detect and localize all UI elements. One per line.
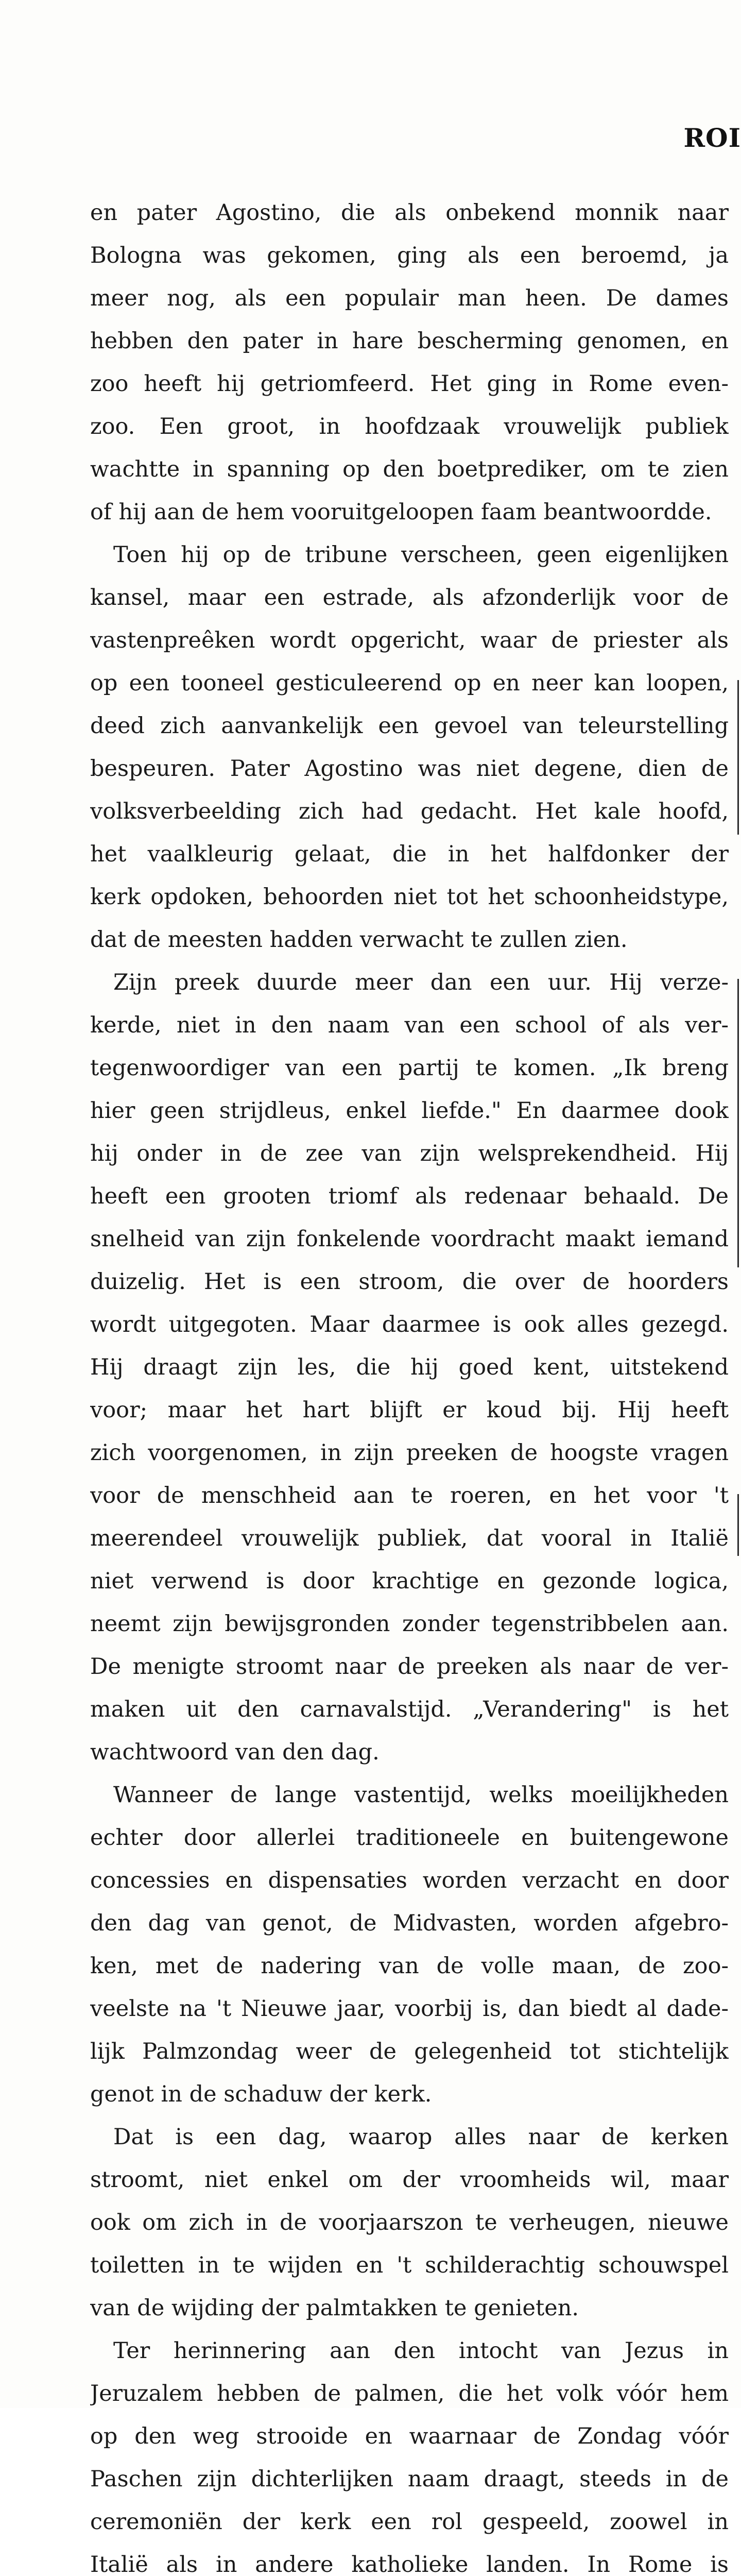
text-line: en pater Agostino, die als onbekend monnik naar bbox=[90, 192, 729, 234]
text-line: hier geen strijdleus, enkel liefde." En daarmee dook bbox=[90, 1090, 729, 1132]
text-line: den dag van genot, de Midvasten, worden afgebro- bbox=[90, 1902, 729, 1945]
text-line: concessies en dispensaties worden verzacht en door bbox=[90, 1859, 729, 1902]
text-line: kerk opdoken, behoorden niet tot het schoonheidstype, bbox=[90, 876, 729, 919]
text-line: meerendeel vrouwelijk publiek, dat vooral in Italië bbox=[90, 1517, 729, 1560]
text-line: ceremoniën der kerk een rol gespeeld, zoowel in bbox=[90, 2501, 729, 2544]
paragraph bbox=[90, 2116, 729, 2330]
body-text bbox=[90, 192, 729, 2576]
text-line: vastenpreêken wordt opgericht, waar de priester als bbox=[90, 619, 729, 662]
text-line: maken uit den carnavalstijd. „Verandering" is het bbox=[90, 1688, 729, 1731]
text-line: Wanneer de lange vastentijd, welks moeilijkheden bbox=[90, 1774, 729, 1817]
text-line: het vaalkleurig gelaat, die in het halfdonker der bbox=[90, 833, 729, 876]
text-line: zoo. Een groot, in hoofdzaak vrouwelijk publiek bbox=[90, 405, 729, 448]
margin-rule bbox=[737, 680, 739, 835]
text-line: wordt uitgegoten. Maar daarmee is ook alles gezegd. bbox=[90, 1303, 729, 1346]
text-line: of hij aan de hem vooruitgeloopen faam beantwoordde. bbox=[90, 491, 729, 534]
text-line: neemt zijn bewijsgronden zonder tegenstribbelen aan. bbox=[90, 1603, 729, 1646]
text-line: Bologna was gekomen, ging als een beroemd, ja bbox=[90, 234, 729, 277]
text-line: De menigte stroomt naar de preeken als naar de ver- bbox=[90, 1646, 729, 1688]
text-line: stroomt, niet enkel om der vroomheids wil, maar bbox=[90, 2159, 729, 2201]
text-line: veelste na 't Nieuwe jaar, voorbij is, dan biedt al dade- bbox=[90, 1988, 729, 2030]
text-line: voor de menschheid aan te roeren, en het voor 't bbox=[90, 1475, 729, 1517]
text-line: Italië als in andere katholieke landen. In Rome is bbox=[90, 2544, 729, 2576]
text-line: tegenwoordiger van een partij te komen. „Ik breng bbox=[90, 1047, 729, 1090]
text-line: genot in de schaduw der kerk. bbox=[90, 2073, 729, 2116]
paragraph bbox=[90, 534, 729, 961]
text-line: Dat is een dag, waarop alles naar de kerken bbox=[90, 2116, 729, 2159]
text-line: echter door allerlei traditioneele en buitengewone bbox=[90, 1817, 729, 1859]
paragraph bbox=[90, 192, 729, 534]
text-line: ook om zich in de voorjaarszon te verheugen, nieuwe bbox=[90, 2201, 729, 2244]
text-line: hij onder in de zee van zijn welsprekendheid. Hij bbox=[90, 1132, 729, 1175]
paragraph bbox=[90, 961, 729, 1774]
text-line: Toen hij op de tribune verscheen, geen eigenlijken bbox=[90, 534, 729, 577]
text-line: volksverbeelding zich had gedacht. Het kale hoofd, bbox=[90, 790, 729, 833]
text-line: hebben den pater in hare bescherming genomen, en bbox=[90, 320, 729, 363]
text-line: deed zich aanvankelijk een gevoel van teleurstelling bbox=[90, 705, 729, 748]
running-head: ROI bbox=[684, 123, 741, 153]
text-line: duizelig. Het is een stroom, die over de hoorders bbox=[90, 1261, 729, 1303]
text-line: Zijn preek duurde meer dan een uur. Hij verze- bbox=[90, 961, 729, 1004]
text-line: dat de meesten hadden verwacht te zullen zien. bbox=[90, 919, 729, 961]
text-line: kerde, niet in den naam van een school of als ver- bbox=[90, 1004, 729, 1047]
text-line: Ter herinnering aan den intocht van Jezus in bbox=[90, 2330, 729, 2372]
text-line: van de wijding der palmtakken te genieten. bbox=[90, 2287, 729, 2330]
text-line: Hij draagt zijn les, die hij goed kent, uitstekend bbox=[90, 1346, 729, 1389]
text-line: niet verwend is door krachtige en gezonde logica, bbox=[90, 1560, 729, 1603]
text-line: op den weg strooide en waarnaar de Zondag vóór bbox=[90, 2415, 729, 2458]
text-line: Paschen zijn dichterlijken naam draagt, steeds in de bbox=[90, 2458, 729, 2501]
text-line: wachtwoord van den dag. bbox=[90, 1731, 729, 1774]
text-line: op een tooneel gesticuleerend op en neer kan loopen, bbox=[90, 662, 729, 705]
text-line: heeft een grooten triomf als redenaar behaald. De bbox=[90, 1175, 729, 1218]
text-line: lijk Palmzondag weer de gelegenheid tot stichtelijk bbox=[90, 2030, 729, 2073]
text-line: wachtte in spanning op den boetprediker, om te zien bbox=[90, 448, 729, 491]
text-line: ken, met de nadering van de volle maan, de zoo- bbox=[90, 1945, 729, 1988]
margin-rule bbox=[737, 1494, 739, 1556]
text-line: bespeuren. Pater Agostino was niet degene, dien de bbox=[90, 748, 729, 790]
text-line: zoo heeft hij getriomfeerd. Het ging in Rome even- bbox=[90, 363, 729, 405]
text-line: kansel, maar een estrade, als afzonderlijk voor de bbox=[90, 577, 729, 619]
text-line: toiletten in te wijden en 't schilderachtig schouwspel bbox=[90, 2244, 729, 2287]
text-line: zich voorgenomen, in zijn preeken de hoogste vragen bbox=[90, 1432, 729, 1475]
text-line: voor; maar het hart blijft er koud bij. Hij heeft bbox=[90, 1389, 729, 1432]
text-line: meer nog, als een populair man heen. De dames bbox=[90, 277, 729, 320]
text-line: Jeruzalem hebben de palmen, die het volk vóór hem bbox=[90, 2372, 729, 2415]
paragraph bbox=[90, 1774, 729, 2116]
margin-rule bbox=[737, 979, 739, 1267]
paragraph bbox=[90, 2330, 729, 2576]
text-line: snelheid van zijn fonkelende voordracht maakt iemand bbox=[90, 1218, 729, 1261]
